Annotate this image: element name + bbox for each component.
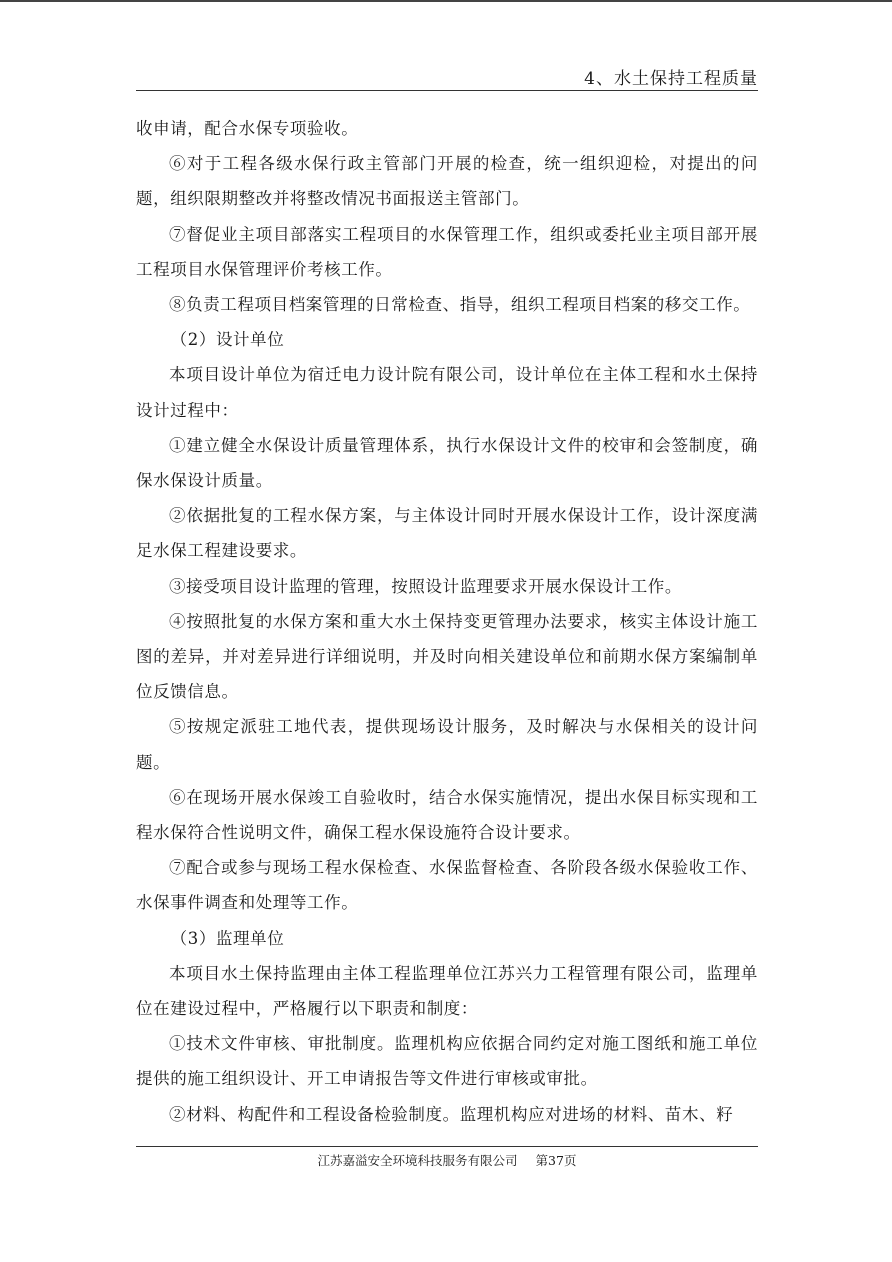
page-number: 第37页: [535, 1153, 577, 1168]
paragraph: ⑦督促业主项目部落实工程项目的水保管理工作，组织或委托业主项目部开展工程项目水保管理评价考核工作。: [136, 224, 758, 279]
paragraph: ⑤按规定派驻工地代表，提供现场设计服务，及时解决与水保相关的设计问题。: [136, 717, 758, 772]
paragraph: 本项目水土保持监理由主体工程监理单位江苏兴力工程管理有限公司，监理单位在建设过程中，严格履行以下职责和制度：: [136, 963, 758, 1019]
page-header: [136, 60, 758, 91]
paragraph: ③接受项目设计监理的管理，按照设计监理要求开展水保设计工作。: [169, 576, 682, 596]
paragraph: ⑥在现场开展水保竣工自验收时，结合水保实施情况，提出水保目标实现和工程水保符合性说明文件，确保工程水保设施符合设计要求。: [136, 787, 758, 843]
page-footer: [136, 1151, 758, 1169]
paragraph: ①技术文件审核、审批制度。监理机构应依据合同约定对施工图纸和施工单位提供的施工组织设计、开工申请报告等文件进行审核或审批。: [136, 1034, 758, 1089]
paragraph: ②依据批复的工程水保方案，与主体设计同时开展水保设计工作，设计深度满足水保工程建设要求。: [136, 506, 758, 561]
header-title: 4、水土保持工程质量: [584, 69, 758, 89]
paragraph-continuation: 收申请，配合水保专项验收。: [136, 119, 359, 138]
paragraph: 本项目设计单位为宿迁电力设计院有限公司，设计单位在主体工程和水土保持设计过程中：: [136, 365, 758, 420]
paragraph: ②材料、构配件和工程设备检验制度。监理机构应对进场的材料、苗木、籽: [169, 1104, 734, 1124]
paragraph: ⑦配合或参与现场工程水保检查、水保监督检查、各阶段各级水保验收工作、水保事件调查和处理等工作。: [136, 858, 758, 913]
footer-divider: [136, 1146, 758, 1147]
paragraph: ⑥对于工程各级水保行政主管部门开展的检查，统一组织迎检，对提出的问题，组织限期整改并将整改情况书面报送主管部门。: [136, 154, 758, 209]
paragraph: ①建立健全水保设计质量管理体系，执行水保设计文件的校审和会签制度，确保水保设计质量。: [136, 435, 758, 491]
paragraph: ⑧负责工程项目档案管理的日常检查、指导，组织工程项目档案的移交工作。: [169, 295, 751, 315]
section-heading-supervision-unit: （3）监理单位: [170, 928, 285, 948]
page-top-border: [0, 0, 892, 2]
body-text: [136, 111, 758, 1132]
paragraph: ④按照批复的水保方案和重大水土保持变更管理办法要求，核实主体设计施工图的差异，并对差异进行详细说明，并及时向相关建设单位和前期水保方案编制单位反馈信息。: [136, 611, 758, 702]
section-heading-design-unit: （2）设计单位: [170, 330, 285, 350]
footer-company: 江苏嘉溢安全环境科技服务有限公司: [317, 1153, 518, 1168]
